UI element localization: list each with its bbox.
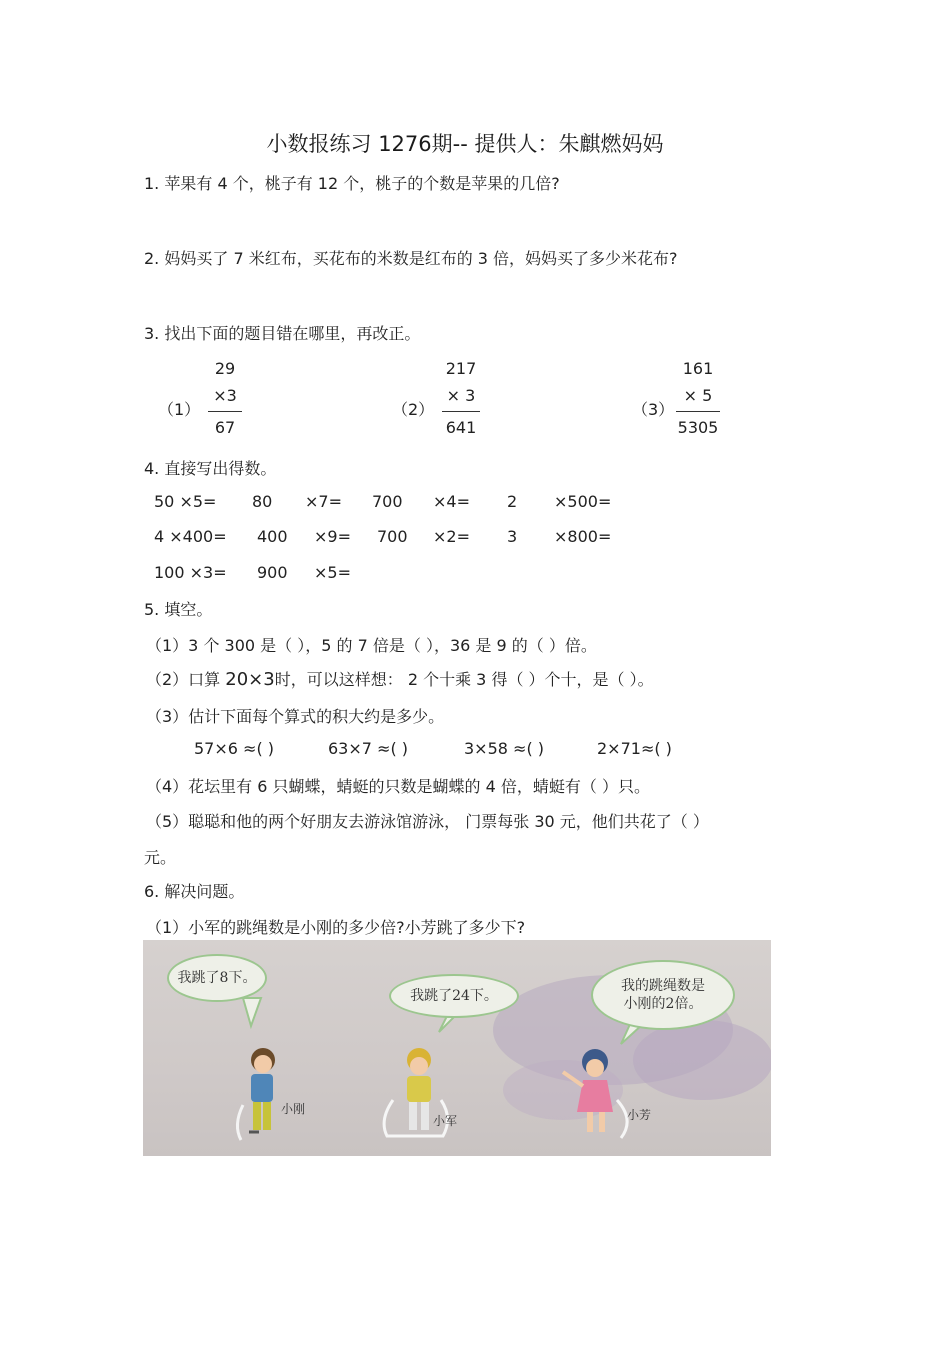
speech-bubble-3-line1: 我的跳绳数是 <box>621 978 705 994</box>
speech-bubble-2: 我跳了24下。 <box>389 974 519 1018</box>
fill-5: （5）聪聪和他的两个好朋友去游泳馆游泳， 门票每张 30 元，他们共花了（ ） <box>146 812 709 831</box>
calc-r2-4: 700 <box>377 527 408 546</box>
problem-3-rule <box>676 411 720 412</box>
fill-1: （1）3 个 300 是（ ），5 的 7 倍是（ ），36 是 9 的（ ）倍。 <box>146 636 597 655</box>
calc-r2-1: 4 ×400= <box>154 527 227 546</box>
problem-2 <box>442 355 480 441</box>
speech-bubble-1: 我跳了8下。 <box>167 954 267 1002</box>
calc-r1-6: 2 <box>507 492 518 511</box>
question-6-heading: 6. 解决问题。 <box>144 882 245 901</box>
fill-2-expression: 20×3 <box>225 669 275 690</box>
calc-r1-7: ×500= <box>554 492 612 511</box>
fill-5-end: 元。 <box>144 848 177 867</box>
calc-r1-1: 50 ×5= <box>154 492 217 511</box>
fill-2-suffix: 时，可以这样想： 2 个十乘 3 得（ ）个十，是（ ）。 <box>274 670 654 689</box>
problem-2-op: × 3 <box>446 386 476 405</box>
kid-label-xiaogang: 小刚 <box>281 1102 306 1116</box>
estimate-1: 57×6 ≈( ) <box>194 739 275 758</box>
problem-2-top: 217 <box>445 359 477 378</box>
speech-bubble-3 <box>591 960 735 1030</box>
question-4-heading: 4. 直接写出得数。 <box>144 459 277 478</box>
problem-2-rule <box>442 411 480 412</box>
problem-3-label: （3） <box>632 400 675 419</box>
question-3-heading: 3. 找出下面的题目错在哪里，再改正。 <box>144 324 421 343</box>
problem-3 <box>676 355 720 441</box>
calc-r3-1: 100 ×3= <box>154 563 227 582</box>
problem-1-op: ×3 <box>213 386 237 405</box>
problem-3-result: 5305 <box>677 418 719 437</box>
estimate-3: 3×58 ≈( ) <box>464 739 545 758</box>
kid-xiaogang-figure <box>237 1048 275 1140</box>
calc-r1-3: ×7= <box>305 492 342 511</box>
calc-r2-3: ×9= <box>314 527 351 546</box>
estimate-2: 63×7 ≈( ) <box>328 739 409 758</box>
calc-r1-2: 80 <box>252 492 273 511</box>
illustration <box>143 940 771 1156</box>
kid-label-xiaofang: 小芳 <box>627 1108 652 1122</box>
problem-3-top: 161 <box>682 359 714 378</box>
kid-label-xiaojun: 小军 <box>433 1114 458 1128</box>
fill-4: （4）花坛里有 6 只蝴蝶，蜻蜓的只数是蝴蝶的 4 倍，蜻蜓有（ ）只。 <box>146 777 650 796</box>
calc-r2-7: ×800= <box>554 527 612 546</box>
question-2: 2. 妈妈买了 7 米红布，买花布的米数是红布的 3 倍，妈妈买了多少米花布? <box>144 249 678 268</box>
question-1: 1. 苹果有 4 个，桃子有 12 个，桃子的个数是苹果的几倍? <box>144 174 560 193</box>
question-5-heading: 5. 填空。 <box>144 600 213 619</box>
problem-1-rule <box>208 411 242 412</box>
problem-2-result: 641 <box>445 418 477 437</box>
calc-r2-5: ×2= <box>433 527 470 546</box>
calc-r1-4: 700 <box>372 492 403 511</box>
speech-bubble-3-line2: 小刚的2倍。 <box>623 996 703 1012</box>
problem-3-op: × 5 <box>683 386 713 405</box>
fill-2-prefix: （2）口算 <box>146 670 221 689</box>
fill-3: （3）估计下面每个算式的积大约是多少。 <box>146 707 445 726</box>
page-title: 小数报练习 1276期-- 提供人：朱麒燃妈妈 <box>266 132 664 156</box>
problem-1 <box>208 355 242 441</box>
calc-r1-5: ×4= <box>433 492 470 511</box>
problem-2-label: （2） <box>392 400 435 419</box>
fill-2 <box>146 667 654 690</box>
calc-r2-6: 3 <box>507 527 518 546</box>
problem-6-1: （1）小军的跳绳数是小刚的多少倍?小芳跳了多少下? <box>146 918 526 937</box>
estimate-4: 2×71≈( ) <box>597 739 672 758</box>
calc-r2-2: 400 <box>257 527 288 546</box>
calc-r3-3: ×5= <box>314 563 351 582</box>
problem-1-label: （1） <box>158 400 201 419</box>
calc-r3-2: 900 <box>257 563 288 582</box>
problem-1-result: 67 <box>214 418 236 437</box>
problem-1-top: 29 <box>214 359 236 378</box>
